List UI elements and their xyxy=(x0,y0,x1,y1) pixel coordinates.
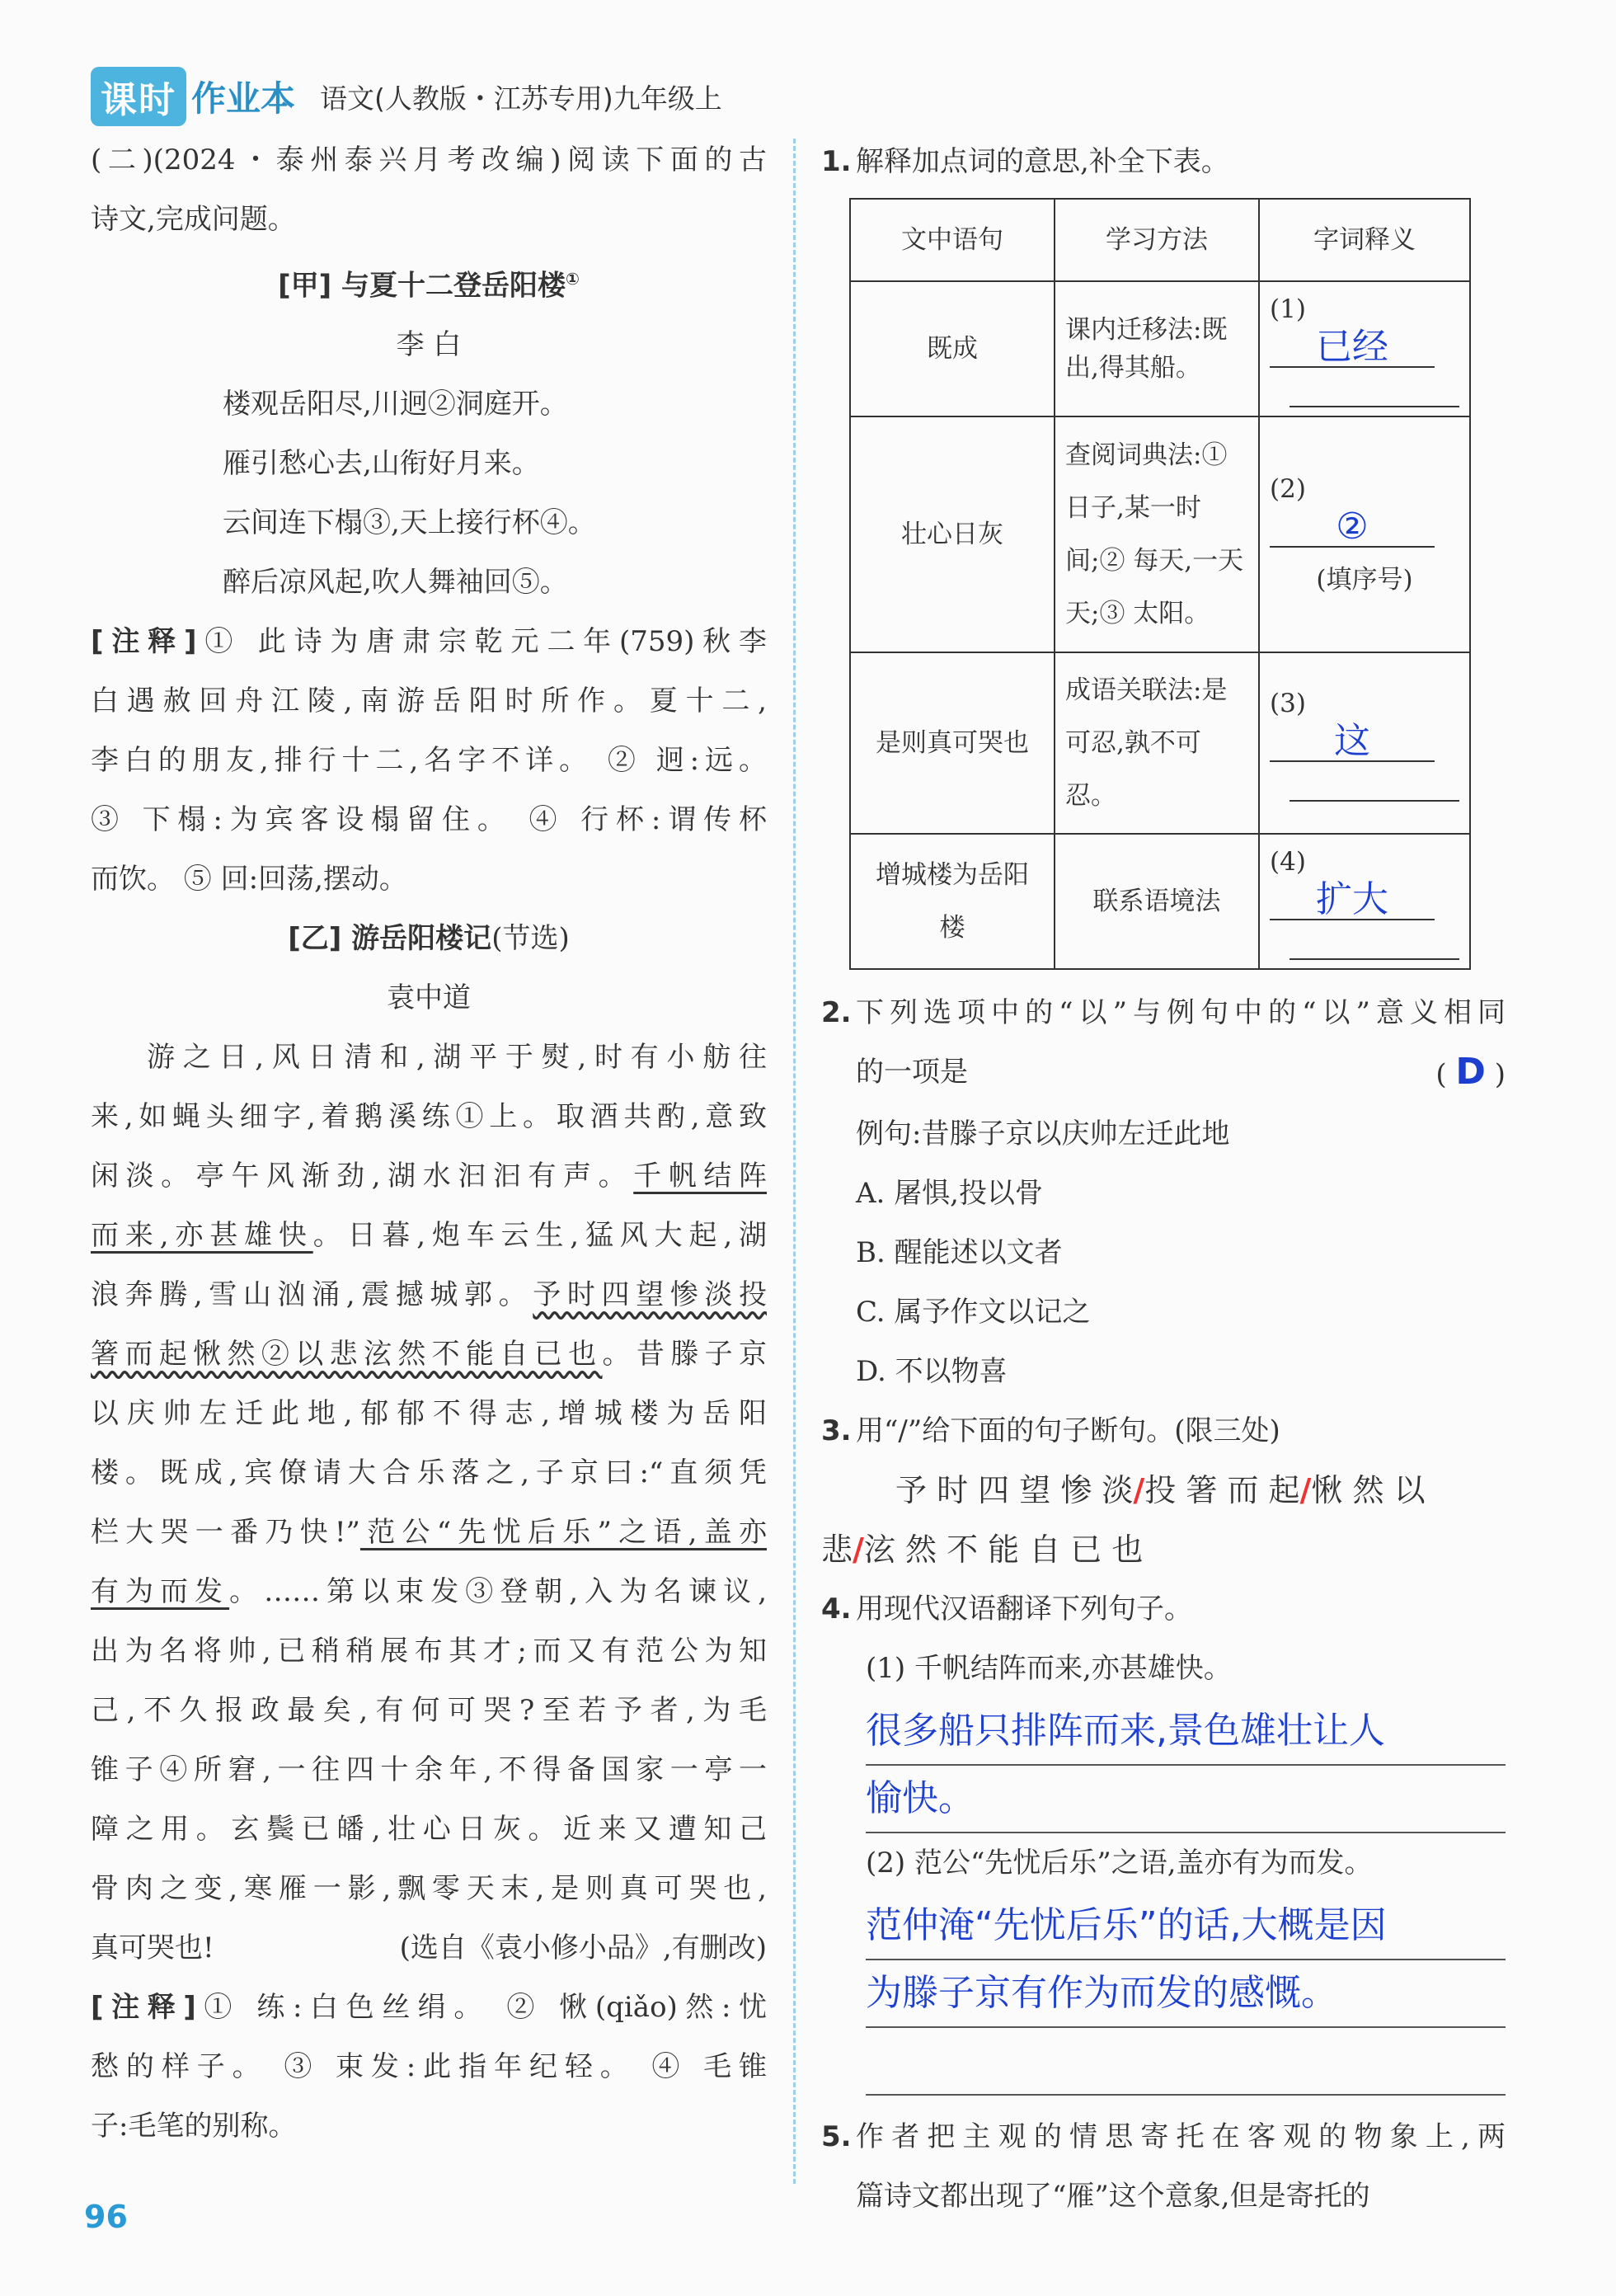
table-cell-answer xyxy=(1259,834,1470,969)
poem-line: 醉后凉风起,吹人舞袖回⑤。 xyxy=(223,566,568,600)
poem-line: 楼观岳阳尽,川迥②洞庭开。 xyxy=(223,388,568,421)
table-cell-sentence: 既成 xyxy=(850,281,1055,416)
blank-line xyxy=(1290,369,1459,407)
question-text: 篇诗文都出现了“雁”这个意象,但是寄托的 xyxy=(856,2180,1370,2213)
table-cell-answer xyxy=(1259,416,1470,652)
table-cell-answer xyxy=(1259,652,1470,834)
note-line: 愁的样子。 ③ 束发:此指年纪轻。 ④ 毛锥 xyxy=(91,2050,767,2084)
wavy-underlined-sentence: 予时四望惨淡投 xyxy=(533,1278,767,1312)
table-header: 文中语句 xyxy=(850,199,1055,281)
note-line: 白遇赦回舟江陵,南游岳阳时所作。夏十二, xyxy=(91,685,767,718)
note-label: [注释] xyxy=(91,625,197,659)
prose-line: 以庆帅左迁此地,郁郁不得志,增城楼为岳阳 xyxy=(91,1397,767,1431)
sentence-segment: 悲 xyxy=(821,1531,853,1568)
blank-label: (2) xyxy=(1270,474,1306,504)
prose-title-text: [乙] 游岳阳楼记 xyxy=(288,922,492,956)
table-row xyxy=(850,652,1470,834)
source-note: (选自《袁小修小品》,有删改) xyxy=(399,1931,767,1965)
prose-line xyxy=(91,1146,767,1206)
prose-text: 闲淡。亭午风渐劲,湖水汩汩有声。 xyxy=(91,1160,634,1193)
sub-question: (1) 千帆结阵而来,亦甚雄快。 xyxy=(866,1652,1232,1685)
note-text: ① 此诗为唐肃宗乾元二年(759)秋李 xyxy=(196,625,768,659)
poem-title xyxy=(91,249,767,315)
handwritten-answer: 范仲淹“先忧后乐”的话,大概是因 xyxy=(866,1893,1506,1960)
option-d: D. 不以物喜 xyxy=(856,1355,1008,1388)
option-b: B. 醒能述以文者 xyxy=(856,1236,1063,1269)
answer-text: 扩大 xyxy=(1270,881,1435,920)
bracket-open: ( xyxy=(1435,1058,1447,1091)
blank-line xyxy=(1290,922,1459,960)
blank-label: (4) xyxy=(1270,847,1306,877)
example-sentence: 例句:昔滕子京以庆帅左迁此地 xyxy=(856,1117,1230,1150)
blank-label: (1) xyxy=(1270,294,1306,324)
wavy-underlined-sentence: 箸而起愀然②以悲泫然不能自已也 xyxy=(91,1338,603,1371)
question-1 xyxy=(821,132,1506,191)
blank-label: (3) xyxy=(1270,689,1306,718)
question-2 xyxy=(821,983,1506,1401)
prose-line xyxy=(91,1206,767,1265)
question-number: 4. xyxy=(821,1593,852,1626)
prose-line xyxy=(91,1503,767,1562)
table-row xyxy=(850,834,1470,969)
note-line: 而饮。 ⑤ 回:回荡,摆动。 xyxy=(91,863,407,896)
poem-line: 云间连下榻③,天上接行杯④。 xyxy=(223,506,596,540)
handwritten-answer: 很多船只排阵而来,景色雄壮让人 xyxy=(866,1698,1506,1766)
prose-line: 来,如蝇头细字,着鹅溪练①上。取酒共酌,意致 xyxy=(91,1100,767,1134)
prose-title-suffix: (节选) xyxy=(491,922,570,956)
question-text: 作者把主观的情思寄托在客观的物象上,两 xyxy=(856,2120,1506,2153)
sentence-segment: 愀 然 以 xyxy=(1311,1472,1426,1508)
question-text: 的一项是 xyxy=(856,1056,968,1089)
prose-line: 出为名将帅,已稍稍展布其才;而又有范公为知 xyxy=(91,1635,767,1668)
series-logo: 课时 xyxy=(91,67,186,126)
answer-line xyxy=(866,2028,1506,2096)
handwritten-answer: 愉快。 xyxy=(866,1766,1506,1833)
poem-title-note-marker: ① xyxy=(565,269,580,289)
prose-line: 己,不久报政最矣,有何可哭?至若予者,为毛 xyxy=(91,1694,767,1728)
break-mark: / xyxy=(853,1531,864,1568)
table-cell-sentence: 是则真可哭也 xyxy=(850,652,1055,834)
poem-line: 雁引愁心去,山衔好月来。 xyxy=(223,447,540,481)
vocab-table xyxy=(849,198,1471,970)
answer-text: 已经 xyxy=(1270,328,1435,368)
underlined-sentence: 千帆结阵 xyxy=(633,1160,768,1193)
note-line: 李白的朋友,排行十二,名字不详。 ② 迥:远。 xyxy=(91,744,767,778)
question-4 xyxy=(821,1579,1506,1639)
table-cell-sentence: 增城楼为岳阳楼 xyxy=(850,834,1055,969)
table-cell-answer xyxy=(1259,281,1470,416)
reading-passage-column xyxy=(91,130,767,2156)
prose-line: 楼。既成,宾僚请大合乐落之,子京曰:“直须凭 xyxy=(91,1456,767,1490)
question-text: 用现代汉语翻译下列句子。 xyxy=(856,1593,1192,1626)
question-5 xyxy=(821,2107,1506,2226)
prose-text: 真可哭也! xyxy=(91,1931,214,1965)
blank-hint: (填序号) xyxy=(1316,565,1413,595)
question-number: 2. xyxy=(821,996,852,1029)
table-cell-method: 联系语境法 xyxy=(1055,834,1259,969)
option-c: C. 属予作文以记之 xyxy=(856,1296,1091,1329)
poem-title-text: [甲] 与夏十二登岳阳楼 xyxy=(278,269,566,303)
series-logo-suffix: 作业本 xyxy=(191,78,296,119)
option-a: A. 屠惧,投以骨 xyxy=(856,1177,1043,1210)
table-header-row xyxy=(850,199,1470,281)
question-body xyxy=(856,983,1506,1401)
poem-author: 李 白 xyxy=(396,328,462,362)
table-cell-method: 成语关联法:是可忍,孰不可忍。 xyxy=(1055,652,1259,834)
prose-author: 袁中道 xyxy=(387,981,471,1015)
underlined-sentence: 有为而发 xyxy=(91,1575,230,1609)
note-text: ① 练:白色丝绢。 ② 愀(qiǎo)然:忧 xyxy=(195,1991,768,2025)
question-text: 下列选项中的“以”与例句中的“以”意义相同 xyxy=(856,996,1506,1029)
answer-text: ② xyxy=(1270,508,1435,548)
bracket-close: ) xyxy=(1494,1058,1506,1091)
intro-line: 诗文,完成问题。 xyxy=(91,203,296,236)
prose-line xyxy=(91,1918,767,1978)
prose-text: 。……第以束发③登朝,入为名谏议, xyxy=(229,1575,768,1609)
question-text-row xyxy=(856,1042,1506,1104)
prose-line xyxy=(91,1562,767,1621)
answer-text: D xyxy=(1455,1051,1486,1093)
table-row xyxy=(850,416,1470,652)
question-body xyxy=(856,2107,1506,2226)
underlined-sentence: 范公“先忧后乐”之语,盖亦 xyxy=(359,1516,768,1550)
punctuation-sentence xyxy=(856,1461,1506,1520)
prose-line: 游之日,风日清和,湖平于熨,时有小舫往 xyxy=(147,1041,767,1075)
questions-column xyxy=(821,132,1506,2226)
prose-line: 骨肉之变,寒雁一影,飘零天末,是则真可哭也, xyxy=(91,1872,767,1906)
page-header xyxy=(91,69,722,124)
column-divider xyxy=(793,139,796,2184)
note-label: [注释] xyxy=(91,1991,196,2025)
note-line xyxy=(91,612,767,671)
underlined-sentence: 而来,亦甚雄快 xyxy=(91,1219,313,1253)
intro-line: (二)(2024・泰州泰兴月考改编)阅读下面的古 xyxy=(91,144,767,176)
question-body xyxy=(821,1401,1506,1579)
table-header: 字词释义 xyxy=(1259,199,1470,281)
sub-question: (2) 范公“先忧后乐”之语,盖亦有为而发。 xyxy=(866,1847,1373,1880)
question-number: 1. xyxy=(821,145,852,178)
question-3 xyxy=(821,1401,1506,1579)
answer-text: 这 xyxy=(1270,722,1435,762)
note-line xyxy=(91,1978,767,2037)
page-number: 96 xyxy=(84,2199,128,2235)
table-row xyxy=(850,281,1470,416)
prose-line: 锥子④所窘,一往四十余年,不得备国家一亭一 xyxy=(91,1753,767,1787)
question-number: 3. xyxy=(821,1414,852,1447)
prose-text: 栏大哭一番乃快!” xyxy=(91,1516,360,1550)
note-line: 子:毛笔的别称。 xyxy=(91,2110,297,2143)
table-cell-sentence: 壮心日灰 xyxy=(850,416,1055,652)
question-number: 5. xyxy=(821,2120,852,2153)
prose-line xyxy=(91,1324,767,1384)
handwritten-answer: 为滕子京有作为而发的感慨。 xyxy=(866,1960,1506,2028)
prose-line xyxy=(91,1265,767,1324)
prose-text: 浪奔腾,雪山汹涌,震撼城郭。 xyxy=(91,1278,533,1312)
table-header: 学习方法 xyxy=(1055,199,1259,281)
book-title: 语文(人教版・江苏专用)九年级上 xyxy=(320,82,722,115)
prose-title xyxy=(91,909,767,968)
prose-line: 障之用。玄鬓已皤,壮心日灰。近来又遭知己 xyxy=(91,1813,767,1847)
sentence-segment: 予 时 四 望 惨 淡 xyxy=(895,1472,1134,1508)
sentence-segment: 投 箸 而 起 xyxy=(1144,1472,1300,1508)
answer-bracket xyxy=(1435,1042,1506,1104)
break-mark: / xyxy=(1299,1471,1312,1508)
punctuation-sentence xyxy=(821,1520,1506,1579)
sentence-segment: 泫 然 不 能 自 已 也 xyxy=(863,1531,1144,1568)
prose-text: 。日暮,炮车云生,猛风大起,湖 xyxy=(312,1219,767,1253)
table-cell-method: 查阅词典法:① 日子,某一时间;② 每天,一天天;③ 太阳。 xyxy=(1055,416,1259,652)
blank-line xyxy=(1290,764,1459,802)
break-mark: / xyxy=(1133,1471,1145,1508)
prose-text: 。昔滕子京 xyxy=(602,1338,768,1371)
question-text: 用“/”给下面的句子断句。(限三处) xyxy=(856,1414,1280,1447)
table-cell-method: 课内迁移法:既出,得其船。 xyxy=(1055,281,1259,416)
question-text: 解释加点词的意思,补全下表。 xyxy=(856,145,1229,178)
note-line: ③ 下榻:为宾客设榻留住。 ④ 行杯:谓传杯 xyxy=(91,803,767,837)
